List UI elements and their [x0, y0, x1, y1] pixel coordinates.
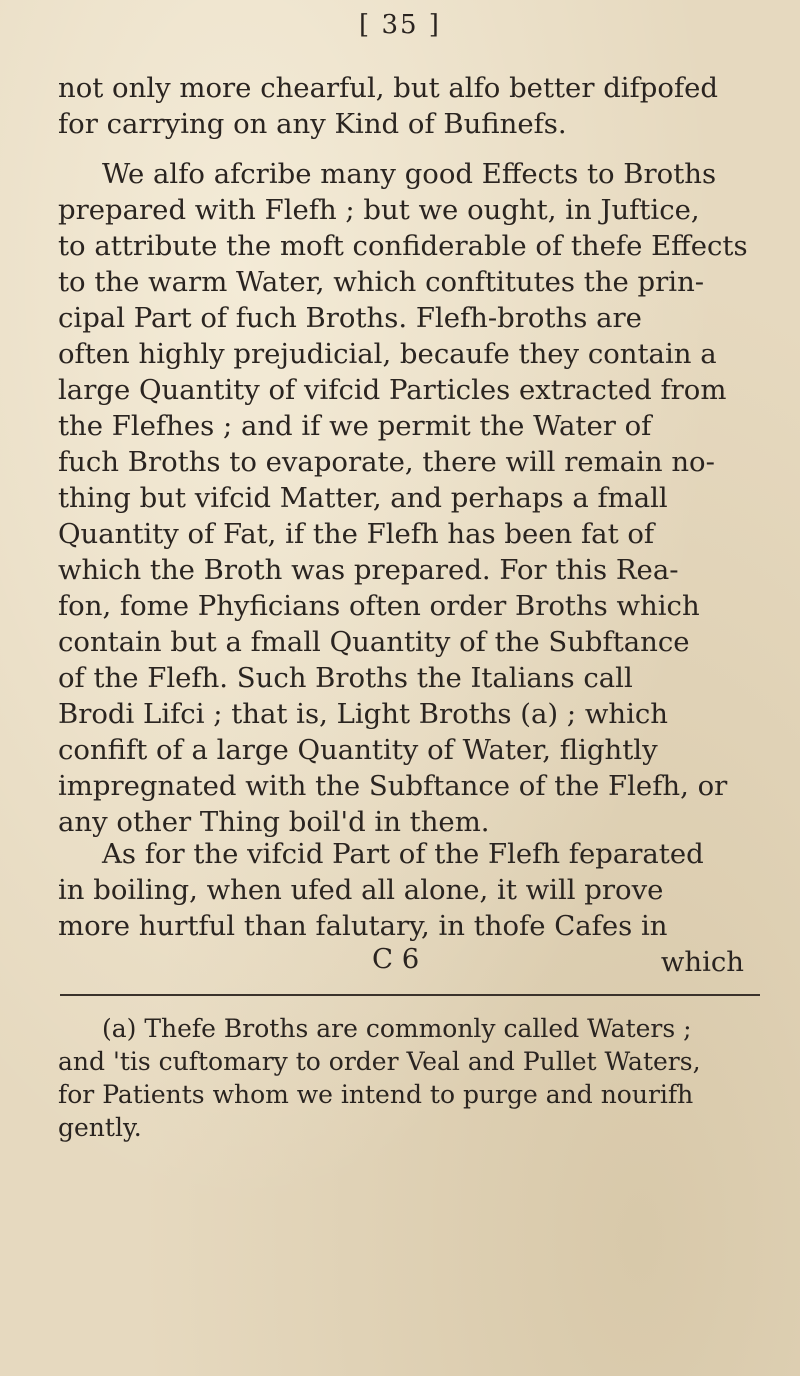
- text-line: to attribute the moft confiderable of thefe Effects: [58, 230, 748, 262]
- text-line: confift of a large Quantity of Water, flightly: [58, 734, 658, 766]
- text-line: often highly prejudicial, becaufe they contain a: [58, 338, 717, 370]
- footnote: [58, 1012, 770, 1144]
- paragraph-broths: [58, 156, 770, 840]
- text-line: prepared with Flefh ; but we ought, in Juftice,: [58, 194, 700, 226]
- signature-mark: C 6: [372, 943, 420, 975]
- text-line: to the warm Water, which conftitutes the prin-: [58, 266, 705, 298]
- text-line: Quantity of Fat, if the Flefh has been fat of: [58, 518, 655, 550]
- text-line: the Flefhes ; and if we permit the Water of: [58, 410, 652, 442]
- text-line: in boiling, when ufed all alone, it will prove: [58, 874, 664, 906]
- text-line: thing but vifcid Matter, and perhaps a fmall: [58, 482, 668, 514]
- text-line: contain but a fmall Quantity of the Subftance: [58, 626, 690, 658]
- catchword-line: [58, 944, 770, 980]
- text-line: of the Flefh. Such Broths the Italians call: [58, 662, 633, 694]
- text-line: cipal Part of fuch Broths. Flefh-broths are: [58, 302, 642, 334]
- text-line: which the Broth was prepared. For this Rea-: [58, 554, 679, 586]
- text-line: large Quantity of vifcid Particles extracted from: [58, 374, 727, 406]
- catchword: which: [660, 946, 744, 978]
- text-line: not only more chearful, but alfo better difpofed: [58, 72, 718, 104]
- footnote-line: for Patients whom we intend to purge and nourifh: [58, 1080, 694, 1109]
- continuation-text: [58, 70, 770, 142]
- text-line: any other Thing boil'd in them.: [58, 806, 490, 838]
- text-line: more hurtful than falutary, in thofe Cafes in: [58, 910, 668, 942]
- text-line: impregnated with the Subftance of the Flefh, or: [58, 770, 728, 802]
- text-line: fon, fome Phyficians often order Broths which: [58, 590, 700, 622]
- footnote-line: and 'tis cuftomary to order Veal and Pullet Waters,: [58, 1047, 701, 1076]
- text-line: As for the vifcid Part of the Flefh feparated: [102, 838, 704, 870]
- footnote-line: (a) Thefe Broths are commonly called Waters ;: [102, 1014, 692, 1043]
- footnote-divider: [60, 994, 760, 996]
- text-line: Brodi Lifci ; that is, Light Broths (a) ; which: [58, 698, 669, 730]
- footnote-line: gently.: [58, 1113, 142, 1142]
- paragraph-viscid-part: [58, 836, 770, 944]
- text-line: for carrying on any Kind of Bufinefs.: [58, 108, 567, 140]
- text-line: We alfo afcribe many good Effects to Broths: [102, 158, 717, 190]
- text-line: fuch Broths to evaporate, there will remain no-: [58, 446, 715, 478]
- page-number: [ 35 ]: [359, 10, 441, 40]
